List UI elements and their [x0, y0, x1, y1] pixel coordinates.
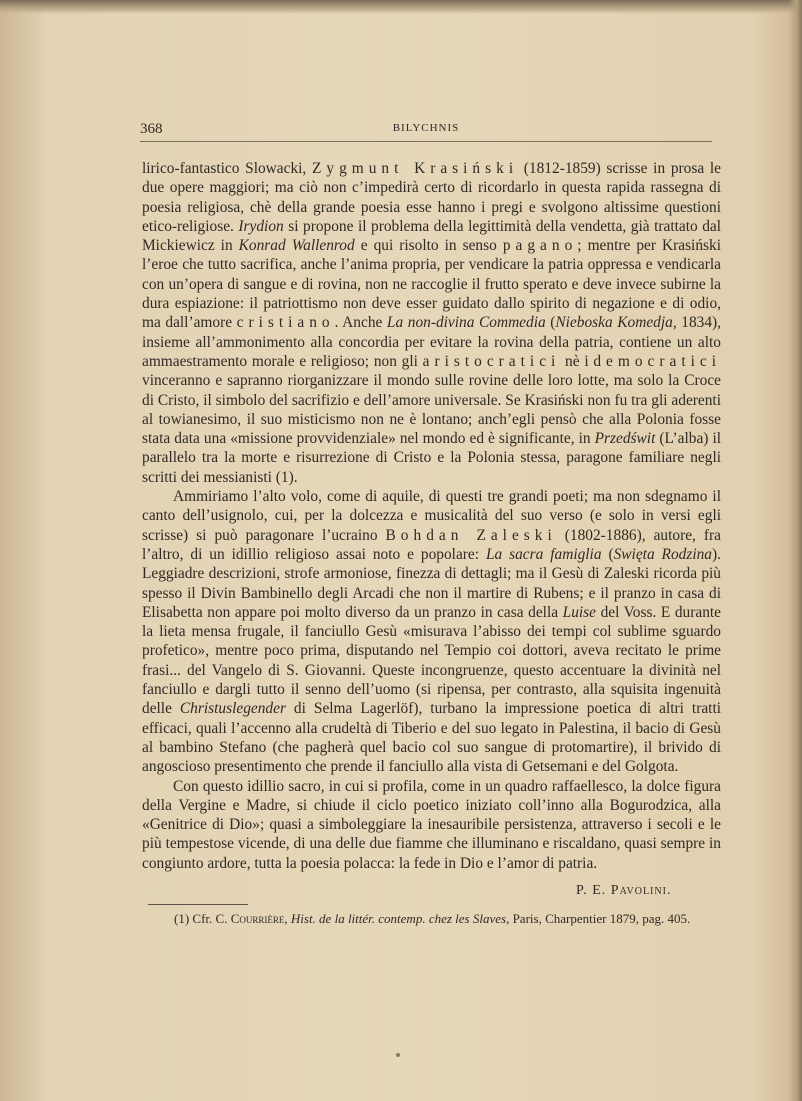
italic-title: La non-divina Commedia	[386, 314, 546, 332]
footnote-author: C. Courrière	[215, 911, 285, 926]
spaced-emphasis: aristocratici	[422, 352, 561, 370]
spaced-emphasis: pagano	[502, 237, 578, 255]
page-top-edge	[0, 0, 802, 14]
text-run: ). Leggiadre descrizioni, strofe armoniose, finezza di dettagli; ma il Gesù di Zaleski ricorda più spesso il Divin Bambinello degli Arcadi che non il martire di Rubens; e il pranzo in casa di Elisabetta non appare poi molto diverso da un pranzo in casa della	[142, 545, 721, 621]
text-run: e qui risolto in senso	[354, 237, 503, 255]
footnote-rule	[148, 904, 248, 905]
text-run: , 1834), insieme all’ammonimento alla concordia per evitare la rovina della patria, contiene un alto ammaestramento morale e religioso; non gli	[142, 314, 721, 370]
text-run: lirico-fantastico Slowacki,	[142, 160, 312, 177]
italic-title: Przedświt	[594, 430, 656, 448]
paragraph-3	[142, 777, 721, 873]
text-run: vinceranno e sapranno riorganizzare il mondo sulle rovine delle loro lotte, ma solo la Croce di Cristo, il simbolo del sacrifizio e dell’amore universale. Se Krasiński non fu tra gli aderenti al towianesimo, il suo misticismo non ne è lontano; anch’egli pensò che alla Polonia fosse stata data una «missione provvidenziale» nel mondo ed è significante, in	[142, 372, 721, 448]
text-run: Con questo idillio sacro, in cui si profila, come in un quadro raffaellesco, la dolce figura della Vergine e Madre, si chiude il ciclo poetico iniziato coll’inno alla Bogurodzica, alla «Genitrice di Dio»; quasi a simboleggiare la inesauribile persistenza, attraverso i secoli e le più tempestose vicende, di una delle due fiamme che illuminano e riscaldano, quasi sempre in congiunto ardore, tutta la poesia polacca: la fede in Dio e l’amor di patria.	[142, 777, 721, 872]
spaced-emphasis: cristiano	[236, 314, 335, 332]
text-run: . Anche	[334, 314, 387, 332]
text-run: ; mentre per Krasiński l’eroe che tutto sacrifica, anche l’anima propria, per vendicare la patria oppressa e vendicarla con un’opera di sangue e di rovina, non ne raccoglie il frutto sperato e deve invece subirne la dura espiazione: il patriottismo non deve esser guidato dallo spirito di negazione e di odio, ma dall’amore	[142, 237, 721, 332]
text-run: (	[601, 545, 614, 563]
footnote-title: Hist. de la littér. contemp. chez les Slaves	[290, 911, 507, 926]
italic-title: La sacra famiglia	[485, 545, 602, 563]
footnote-mark: (1)	[174, 911, 190, 926]
italic-title: Irydion	[238, 217, 284, 235]
footnote-cfr: Cfr.	[192, 911, 213, 926]
italic-title: Nieboska Komedja	[555, 314, 673, 332]
text-run: del Voss. E durante la lieta mensa frugale, il fanciullo Gesù «misurava l’abisso dei tempi col sublime sguardo profetico», mentre poco prima, disputando nel Tempio coi dottori, aveva recitato le prime frasi... del Vangelo di S. Giovanni. Queste incongruenze, questo accentuare la divinità nel fanciullo e dargli tutto il senno dell’uomo (si ripensa, per contrasto, alla squisita ingenuità delle	[142, 603, 721, 718]
text-run: Ammiriamo l’alto volo, come di aquile, di questi tre grandi poeti; ma non sdegnamo il canto dell’usignolo, cui, per la dolcezza e musicalità del suo verso (e solo in versi egli scrisse) si può paragonare l’ucraino	[142, 488, 721, 544]
footnote-rest: , Paris, Charpentier 1879, pag. 405.	[506, 911, 691, 926]
paragraph-2	[142, 487, 721, 776]
page-right-edge	[788, 0, 802, 1101]
paper-speck	[396, 1053, 400, 1057]
italic-title: Konrad Wallenrod	[238, 237, 355, 255]
text-run: (1812-1859) scrisse in prosa le due opere maggiori; ma ciò non c’impedirà certo di ricordarlo in questa rapida rassegna di poesia religiosa, chè della grande poesia esse hanno i pregi e svolgono altissime questioni etico-religiose.	[142, 160, 721, 235]
text-run: di Selma Lagerlöf), turbano la impressione poetica di altri tratti efficaci, quali l’accenno alla crudeltà di Tiberio e del suo legato in Palestina, il bacio di Gesù al bambino Stefano (che pagherà quel bacio col suo sangue di protomartire), il brivido di angoscioso presentimento che prende il fanciullo alla vista di Getsemani e del Golgota.	[142, 700, 721, 776]
text-run: (1802-1886), autore, fra l’altro, di un idillio religioso assai noto e popolare:	[142, 526, 721, 563]
page-header	[140, 121, 712, 142]
running-title: BILYCHNIS	[392, 122, 460, 134]
paragraph-1	[142, 159, 721, 487]
italic-title: Swięta Rodzina	[613, 545, 712, 563]
author-signature: P. E. Pavolini.	[576, 883, 672, 898]
italic-title: Luise	[562, 603, 596, 621]
italic-title: Christuslegender	[179, 700, 286, 718]
text-run: nè i	[560, 352, 594, 370]
spaced-emphasis: Zygmunt Krasiński	[311, 160, 519, 177]
spaced-emphasis: Bohdan Zaleski	[385, 526, 557, 544]
text-run: (L’alba) il parallelo tra la morte e risurrezione di Cristo e la Polonia stessa, paragone familiare negli scritti dei messianisti (1).	[142, 430, 721, 486]
text-run: si propone il problema della legittimità della vendetta, già trattato dal Mickiewicz in	[142, 217, 721, 255]
spaced-emphasis: democratici	[593, 352, 721, 370]
article-body	[142, 159, 721, 873]
text-run: (	[545, 314, 556, 332]
footnote: (1) Cfr. C. Courrière, Hist. de la littér. contemp. chez les Slaves, Paris, Charpentier 1879, pag. 405.	[140, 911, 724, 927]
page-number: 368	[140, 121, 163, 137]
